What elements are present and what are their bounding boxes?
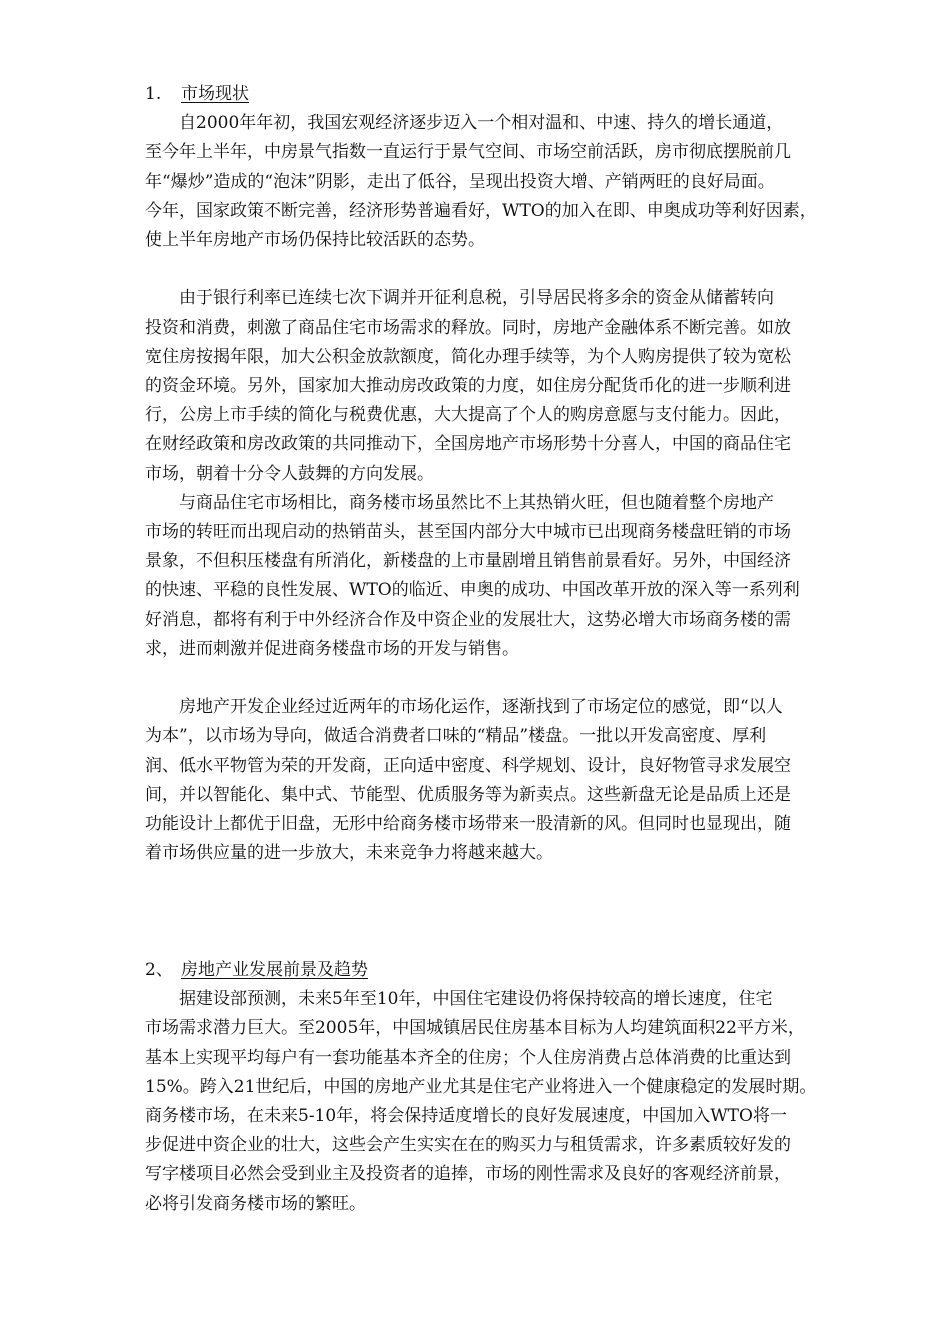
text-line: 市场，朝着十分令人鼓舞的方向发展。: [145, 463, 434, 484]
text-line: 与商品住宅市场相比，商务楼市场虽然比不上其热销火旺，但也随着整个房地产: [145, 492, 774, 513]
text-line: 由于银行利率已连续七次下调并开征利息税，引导居民将多余的资金从储蓄转向: [145, 288, 774, 309]
text-line: 使上半年房地产市场仍保持比较活跃的态势。: [145, 230, 485, 250]
text-line: 房地产开发企业经过近两年的市场化运作，逐渐找到了市场定位的感觉，即“以人: [145, 697, 783, 718]
text-line: 必将引发商务楼市场的繁旺。: [145, 1193, 366, 1214]
text-line: 润、低水平物管为荣的开发商，正向适中密度、科学规划、设计，良好物管寻求发展空: [145, 755, 791, 776]
text-line: 商务楼市场，在未来5-10年，将会保持适度增长的良好发展速度，中国加入WTO将一: [145, 1106, 787, 1127]
text-line: 15%。跨入21世纪后，中国的房地产业尤其是住宅产业将进入一个健康稳定的发展时期。: [145, 1076, 817, 1097]
text-line: 基本上实现平均每户有一套功能基本齐全的住房；个人住房消费占总体消费的比重达到: [145, 1047, 791, 1068]
text-line: 景象，不但积压楼盘有所消化，新楼盘的上市量剧增且销售前景看好。另外，中国经济: [145, 551, 791, 572]
section-1-title: 市场现状: [181, 84, 249, 104]
text-line: 投资和消费，刺激了商品住宅市场需求的释放。同时，房地产金融体系不断完善。如放: [145, 317, 791, 338]
text-line: 间，并以智能化、集中式、节能型、优质服务等为新卖点。这些新盘无论是品质上还是: [145, 784, 791, 805]
text-line: 行，公房上市手续的简化与税费优惠，大大提高了个人的购房意愿与支付能力。因此，: [145, 405, 791, 426]
text-line: 写字楼项目必然会受到业主及投资者的追捧，市场的刚性需求及良好的客观经济前景，: [145, 1164, 791, 1185]
text-line: 今年，国家政策不断完善，经济形势普遍看好，WTO的加入在即、申奥成功等利好因素，: [145, 200, 817, 221]
section-1-heading: [145, 80, 890, 109]
section-1-paragraph-3: [145, 489, 890, 664]
text-line: 着市场供应量的进一步放大，未来竞争力将越来越大。: [145, 843, 553, 864]
text-line: 求，进而刺激并促进商务楼盘市场的开发与销售。: [145, 638, 519, 659]
section-2-heading: [145, 956, 890, 985]
section-1-number: 1.: [145, 84, 162, 104]
section-2-number: 2、: [145, 960, 173, 981]
section-spacer: [145, 868, 890, 956]
text-line: 为本”，以市场为导向，做适合消费者口味的“精品”楼盘。一批以开发高密度、厚利: [145, 726, 767, 747]
paragraph-spacer: [145, 255, 890, 284]
text-line: 的资金环境。另外，国家加大推动房改政策的力度，如住房分配货币化的进一步顺利进: [145, 376, 791, 396]
text-line: 市场需求潜力巨大。至2005年，中国城镇居民住房基本目标为人均建筑面积22平方米，: [145, 1018, 805, 1039]
text-line: 自2000年年初，我国宏观经济逐步迈入一个相对温和、中速、持久的增长通道，: [145, 113, 784, 134]
text-line: 的快速、平稳的良性发展、WTO的临近、申奥的成功、中国改革开放的深入等一系列利: [145, 580, 800, 601]
section-1-paragraph-2: [145, 284, 890, 488]
text-line: 宽住房按揭年限，加大公积金放款额度，简化办理手续等，为个人购房提供了较为宽松: [145, 346, 791, 367]
text-line: 市场的转旺而出现启动的热销苗头，甚至国内部分大中城市已出现商务楼盘旺销的市场: [145, 522, 791, 543]
section-1-paragraph-4: [145, 693, 890, 868]
section-2-title: 房地产业发展前景及趋势: [181, 960, 368, 981]
text-line: 在财经政策和房改政策的共同推动下，全国房地产市场形势十分喜人，中国的商品住宅: [145, 434, 791, 455]
text-line: 年“爆炒”造成的“泡沫”阴影，走出了低谷，呈现出投资大增、产销两旺的良好局面。: [145, 171, 775, 192]
text-line: 好消息，都将有利于中外经济合作及中资企业的发展壮大，这势必增大市场商务楼的需: [145, 609, 791, 630]
text-line: 据建设部预测，未来5年至10年，中国住宅建设仍将保持较高的增长速度，住宅: [145, 989, 773, 1010]
document-page: [145, 80, 890, 1219]
text-line: 步促进中资企业的壮大，这些会产生实实在在的购买力与租赁需求，许多素质较好发的: [145, 1135, 791, 1156]
paragraph-spacer: [145, 664, 890, 693]
section-1-paragraph-1: [145, 109, 890, 255]
text-line: 至今年上半年，中房景气指数一直运行于景气空间、市场空前活跃，房市彻底摆脱前几: [145, 142, 791, 163]
text-line: 功能设计上都优于旧盘，无形中给商务楼市场带来一股清新的风。但同时也显现出，随: [145, 814, 791, 835]
section-2-paragraph-1: [145, 985, 890, 1219]
